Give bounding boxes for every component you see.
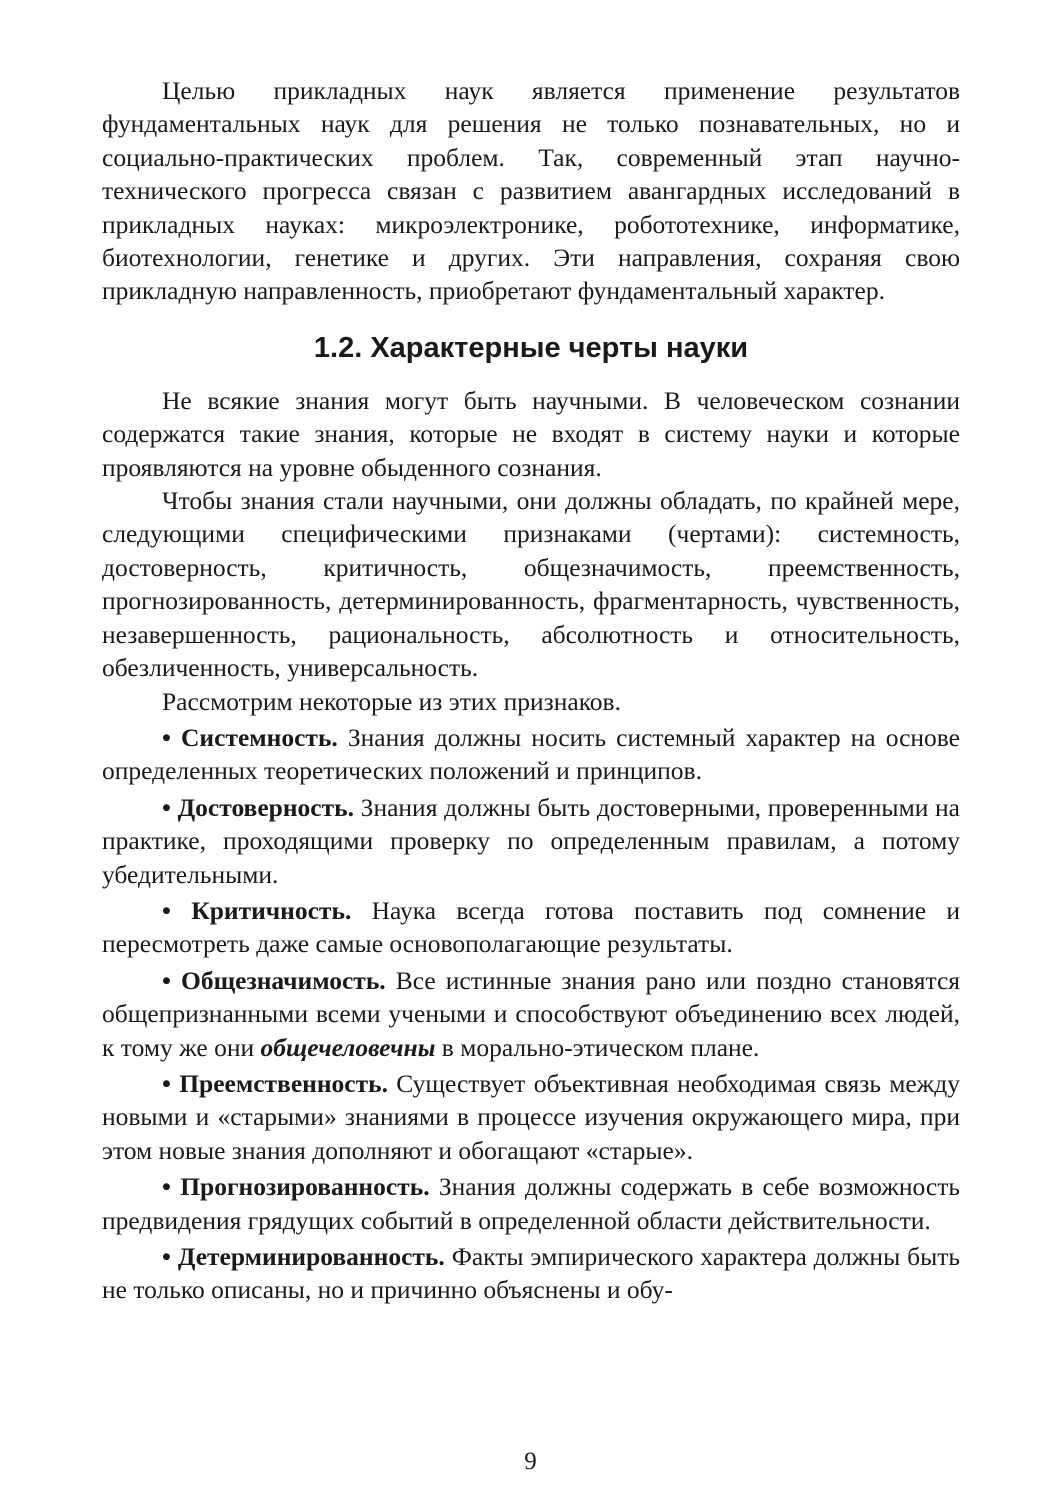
bullet-item-preemstvennost xyxy=(102,1067,960,1167)
bullet-icon: • xyxy=(162,1068,171,1098)
page-body xyxy=(102,74,960,1307)
bullet-term: Критичность. xyxy=(191,895,352,925)
bullet-icon: • xyxy=(162,792,171,822)
bullet-icon: • xyxy=(162,965,171,995)
bullet-text: Знания должны содержать в себе возможность предвидения грядущих событий в определенной области действительности. xyxy=(102,1172,961,1235)
bullet-term: Прогнозированность. xyxy=(180,1172,430,1202)
bullet-text-end: в морально-этическом плане. xyxy=(435,1032,760,1062)
page-number: 9 xyxy=(524,1448,537,1475)
bullet-text: Факты эмпирического характера должны быть не только описаны, но и причинно объяснены и обу- xyxy=(102,1242,960,1305)
bullet-item-obshcheznachimost xyxy=(102,964,960,1064)
intro-paragraph: Целью прикладных наук является применение результатов фундаментальных наук для решения не только познавательных, но и социально-практических проблем. Так, современный этап научно-технического прогресса связан с развитием авангардных исследований в прикладных науках: микроэлектронике, робототехнике, информатике, биотехнологии, генетике и других. Эти направления, сохраняя свою прикладную направленность, приобретают фундаментальный характер. xyxy=(102,76,960,306)
bullet-icon: • xyxy=(162,1242,171,1271)
bullet-emphasis: общечеловечны xyxy=(260,1032,436,1062)
paragraph-3: Рассмотрим некоторые из этих признаков. xyxy=(162,686,621,716)
bullet-term: Преемственность. xyxy=(179,1068,388,1098)
bullet-icon: • xyxy=(162,722,171,752)
bullet-text: Знания должны носить системный характер на основе определенных теоретических положений и принципов. xyxy=(102,722,961,786)
bullet-term: Достоверность. xyxy=(177,792,354,822)
bullet-term: Системность. xyxy=(181,722,338,752)
bullet-text: Знания должны быть достоверными, проверенными на практике, проходящими проверку по определенным правилам, а потому убедительными. xyxy=(102,792,961,889)
bullet-text: Наука всегда готова поставить под сомнение и пересмотреть даже самые основополагающие результаты. xyxy=(102,895,960,959)
bullet-text: Существует объективная необходимая связь между новыми и «старыми» знаниями в процессе изучения окружающего мира, при этом новые знания дополняют и обогащают «старые». xyxy=(102,1068,961,1165)
bullet-icon: • xyxy=(162,895,171,925)
bullet-item-determinirovannost xyxy=(102,1240,960,1307)
bullet-icon: • xyxy=(162,1172,171,1202)
bullet-text: Все истинные знания рано или поздно становятся общепризнанными всеми учеными и способствуют объединению всех людей, к тому же они xyxy=(102,965,960,1062)
bullet-term: Общезначимость. xyxy=(181,965,386,995)
bullet-item-kritichnost xyxy=(102,894,960,961)
bullet-item-dostovernost xyxy=(102,791,960,891)
section-heading: 1.2. Характерные черты науки xyxy=(313,331,749,364)
paragraph-1: Не всякие знания могут быть научными. В человеческом сознании содержатся такие знания, которые не входят в систему науки и которые проявляются на уровне обыденного сознания. xyxy=(102,385,960,482)
bullet-item-prognozirovannost xyxy=(102,1170,960,1237)
bullet-item-sistemnost xyxy=(102,721,960,788)
bullet-term: Детерминированность. xyxy=(177,1242,445,1271)
paragraph-2: Чтобы знания стали научными, они должны обладать, по крайней мере, следующими специфическими признаками (чертами): системность, достоверность, критичность, общезначимость, преемственность, прогнозированность, детерминированность, фрагментарность, чувственность, незавершенность, рациональность, абсолютность и относительность, обезличенность, универсальность. xyxy=(102,486,960,683)
